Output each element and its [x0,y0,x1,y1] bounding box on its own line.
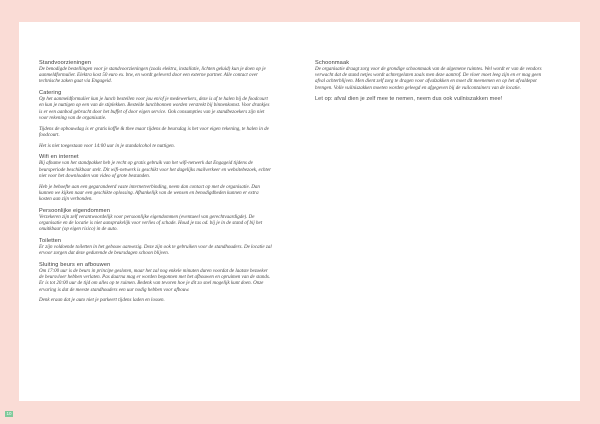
section-paragraph: Bij afname van het standpakket heb je recht op gratis gebruik van het wifi-netwerk dat Engageid tijdens de beursperiode beschikbaar stelt. Dit wifi-netwerk is geschikt voor het dagelijks mailverkeer en websitebezoek, echter niet voor het downloaden van video of grote bestanden. [39,161,272,179]
section [315,60,551,92]
section-paragraph: Denk eraan dat je auto niet je parkeert tijdens laden en lossen. [39,298,165,304]
waste-note: Let op: afval dien je zelf mee te nemen, neem dus ook vuilniszakken mee! [315,96,503,103]
document-page [19,22,580,401]
page-number: 10 [6,411,12,416]
section-paragraph: Heb je behoefte aan een gegarandeerd vaste internetverbinding, neem dan contact op met de organisatie. Dan kunnen we kijken naar een geschikte oplossing. Afhankelijk van de wensen en benodigdheden kunnen er extra kosten aan zijn verbonden. [39,184,260,203]
section-heading: Toiletten [39,238,62,245]
section [39,262,272,305]
section-heading: Persoonlijke eigendommen [39,207,111,214]
section-paragraph: Op het aanmeldformulier kun je lunch bestellen voor jou en/of je medewerkers, deze is af te halen bij de foodcourt en kun je nuttigen op een van de stiplekken. Bestelde lunchbonnen worden verstrekt bij binnenkomst. Voor drankjes is er een aanbod gebracht door het buffet of door eigen service. Ook consumpties van je standbezoekers zijn niet voor rekening van de organisatie. [39,97,270,121]
section-heading: Sluiting beurs en afbouwen [39,262,111,269]
section-paragraph: Tijdens de opbouwdag is er gratis koffie & thee maar tijdens de beursdag is het voor eigen rekening, te halen in de foodcourt. [39,126,269,138]
left-column [39,60,272,309]
section-paragraph: Het is niet toegestaan voor 14:00 uur in je standalcohol te nuttigen. [39,143,175,149]
section-paragraph: De organisatie draagt zorg voor de grondige schoonmaak van de algemene ruimtes. Wel wordt er van de vendors verwacht dat de stand netjes wordt achtergelaten zoals men deze aantrof. De vloer moet leeg zijn en er mag geen afval achterblijven. Men dient zelf zorg te dragen voor afvalzakken en moet dit meenemen en op het afvaldepot brengen. Volle vuilniszakken moeten worden geleegd en afgegeven bij de vuilcontainers van de locatie. [315,67,542,91]
right-column [315,60,551,103]
section-heading: Schoonmaak [315,60,350,66]
section-paragraph: Verzekeren zijn zelf verantwoordelijk voor persoonlijke eigendommen (eventueel van gerechtvaardigde). De organisatie en de locatie is niet aansprakelijk voor verlies of schade. Houd je tas od. bij je in de stand of bij het onuitkbaar (op eigen risico) in de auto. [39,214,263,233]
section [39,90,272,150]
section-heading: Standvoorzieningen [39,60,92,66]
section-paragraph: De benodigde bestellingen voor je standvoorzieningen (zoals elektra, installatie, lichten geluid) kun je doen op je aanmeldformulier. Elektra kost 50 euro ex. btw, en wordt geleverd door een externe partner. Alle contact over technische zaken gaat via Engageid. [39,67,266,85]
section [39,60,272,86]
section [39,208,272,234]
section-heading: Catering [39,90,62,97]
section-paragraph: Om 17:00 uur is de beurs in principe gesloten, maar het zal nog enkele minuten duren voordat de laatste bezoeker de beursvloer hebben verlaten. Pas daarna mag er worden begonnen met het afbouwen en opruimen van de stands. Er is tot 20:00 uur de tijd om alles op te ruimen. Bedenk van tevoren hoe je dit zo snel mogelijk kunt doen. Onze ervaring is dat de meeste standhouders een uur nodig hebben voor afbouw. [39,269,271,293]
section [39,238,272,257]
section-paragraph: Er zijn voldoende toiletten in het gebouw aanwezig. Deze zijn ook te gebruiken voor de standhouders. De locatie zal ervoor zorgen dat deze gedurende de beursdagen schoon blijven. [39,245,272,257]
section [39,154,272,203]
section-heading: Wifi en internet [39,154,79,161]
